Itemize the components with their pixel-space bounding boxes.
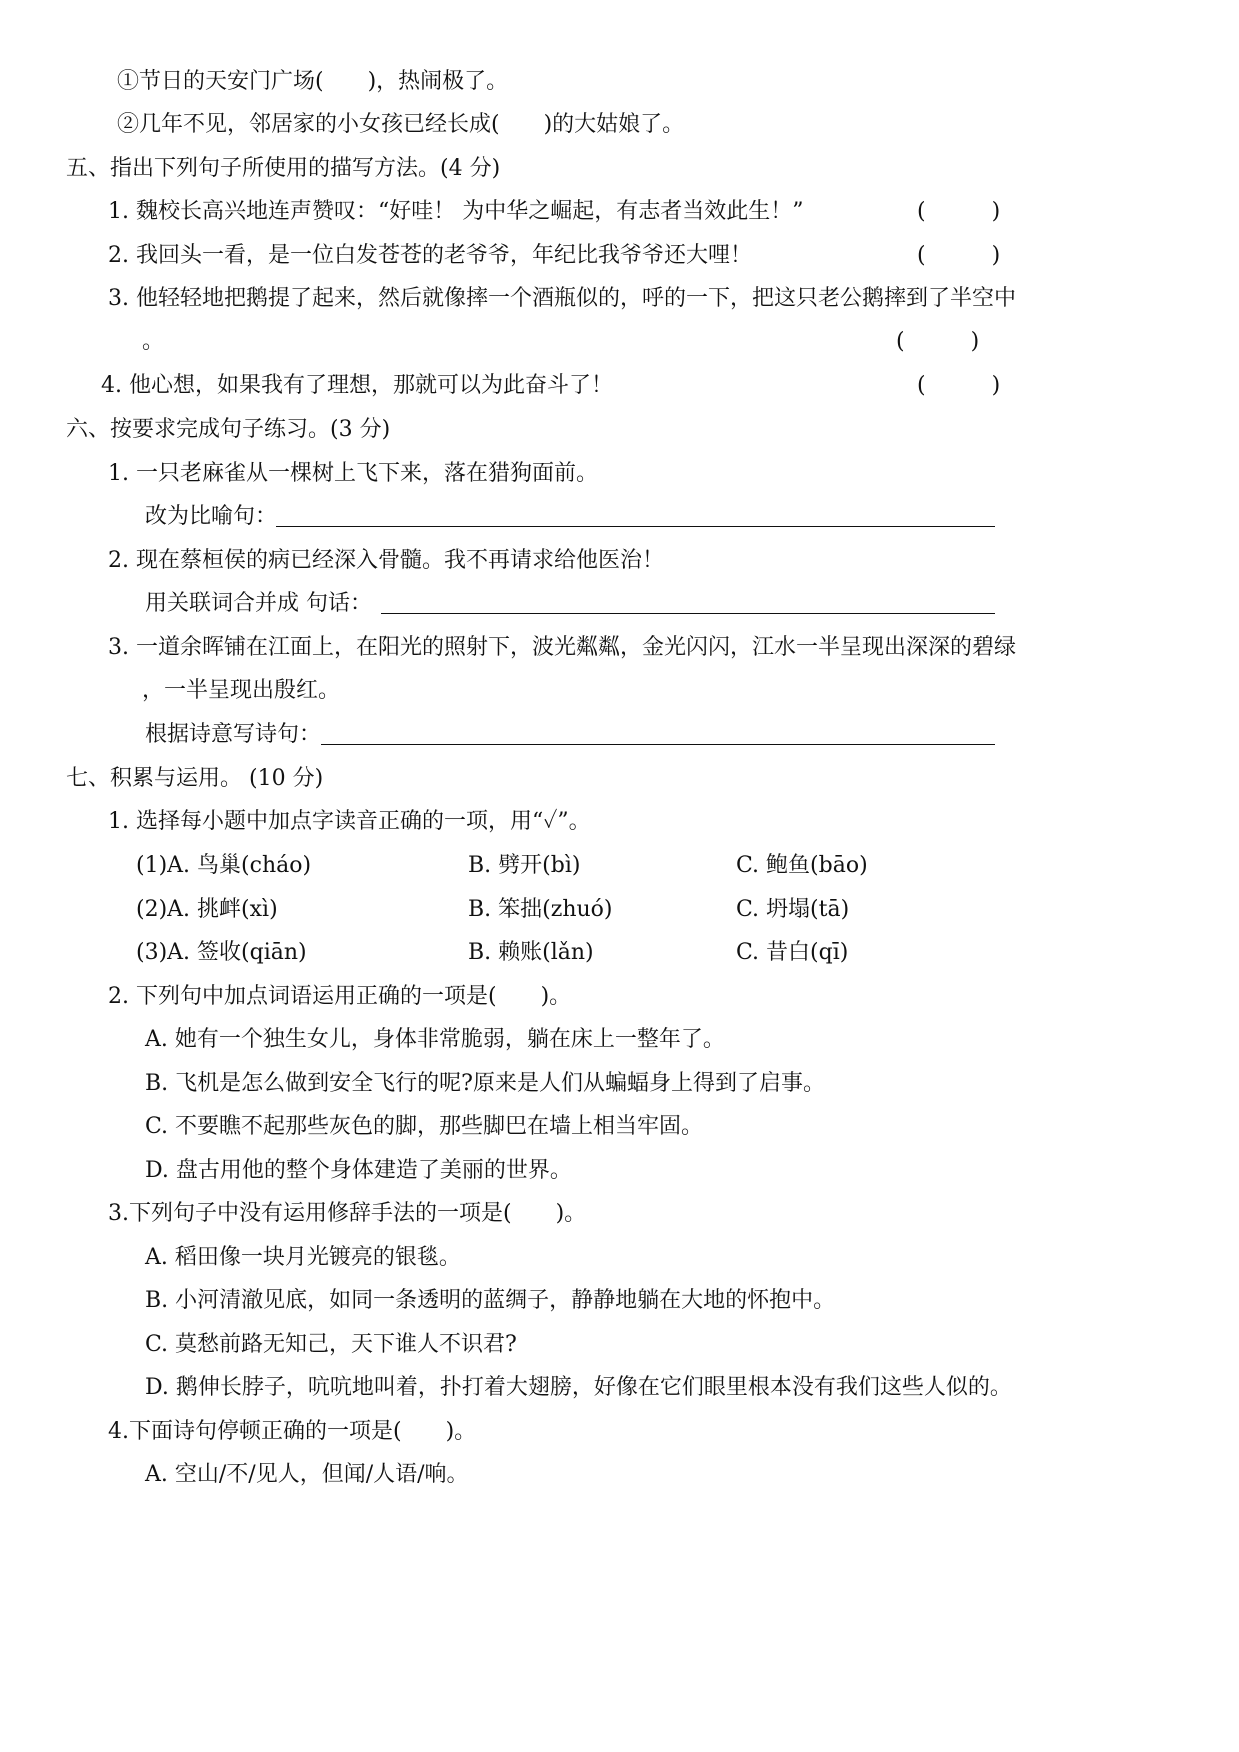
s7-q3-option-d[interactable]: D. 鹅伸长脖子，吭吭地叫着，扑打着大翅膀，好像在它们眼里根本没有我们这些人似的。: [145, 1375, 1012, 1400]
s7-q1-2-option-b[interactable]: B. 笨拙(zhuó): [468, 897, 613, 922]
s7-q1-1-option-b[interactable]: B. 劈开(bì): [468, 853, 581, 878]
s7-q2-option-d[interactable]: D. 盘古用他的整个身体建造了美丽的世界。: [145, 1158, 572, 1183]
s6-q3-answer-line[interactable]: [321, 744, 995, 745]
s6-q2-answer-line[interactable]: [381, 613, 995, 614]
s6-q3-cont: ，一半呈现出殷红。: [142, 678, 341, 703]
s6-q3: 3. 一道余晖铺在江面上，在阳光的照射下，波光粼粼，金光闪闪，江水一半呈现出深深的碧绿: [108, 635, 1016, 660]
s7-q1-2-option-a[interactable]: (2)A. 挑衅(xì): [136, 897, 278, 922]
s7-q1-1-option-c[interactable]: C. 鲍鱼(bāo): [736, 853, 868, 878]
s6-q1-answer-line[interactable]: [276, 526, 995, 527]
s6-q2: 2. 现在蔡桓侯的病已经深入骨髓。我不再请求给他医治！: [108, 548, 664, 573]
s7-q1-3-option-c[interactable]: C. 昔白(qī): [736, 940, 849, 965]
s7-q2-option-b[interactable]: B. 飞机是怎么做到安全飞行的呢?原来是人们从蝙蝠身上得到了启事。: [145, 1071, 825, 1096]
s7-q1-2-option-c[interactable]: C. 坍塌(tā): [736, 897, 850, 922]
section7-heading: 七、积累与运用。 (10 分): [66, 766, 324, 791]
s7-q2: 2. 下列句中加点词语运用正确的一项是( )。: [108, 984, 572, 1009]
s7-q3-option-a[interactable]: A. 稻田像一块月光镀亮的银毯。: [145, 1245, 461, 1270]
s7-q1-3-option-b[interactable]: B. 赖账(lǎn): [468, 940, 594, 965]
s6-q2-prompt: 用关联词合并成 句话：: [145, 591, 372, 616]
q4-item-1: ①节日的天安门广场( )，热闹极了。: [117, 69, 509, 94]
q4-item-2: ②几年不见，邻居家的小女孩已经长成( )的大姑娘了。: [117, 112, 685, 137]
s5-answer-paren-2[interactable]: ( ): [917, 243, 1001, 268]
s7-q1: 1. 选择每小题中加点字读音正确的一项，用“✓”。: [108, 809, 591, 834]
s7-q4-option-a[interactable]: A. 空山/不/见人，但闻/人语/响。: [145, 1462, 469, 1487]
s5-answer-paren-1[interactable]: ( ): [917, 199, 1001, 224]
s5-item-1: 1. 魏校长高兴地连声赞叹：“好哇！ 为中华之崛起，有志者当效此生！”: [108, 199, 804, 224]
s5-answer-paren-4[interactable]: ( ): [917, 373, 1001, 398]
s7-q2-option-c[interactable]: C. 不要瞧不起那些灰色的脚，那些脚巴在墙上相当牢固。: [145, 1114, 704, 1139]
section5-heading: 五、指出下列句子所使用的描写方法。(4 分): [66, 156, 501, 181]
s5-item-3: 3. 他轻轻地把鹅提了起来，然后就像摔一个酒瓶似的，呼的一下，把这只老公鹅摔到了半空中: [108, 286, 1016, 311]
s7-q3: 3.下列句子中没有运用修辞手法的一项是( )。: [108, 1201, 587, 1226]
s5-item-4: 4. 他心想，如果我有了理想，那就可以为此奋斗了！: [101, 373, 613, 398]
s7-q3-option-b[interactable]: B. 小河清澈见底，如同一条透明的蓝绸子，静静地躺在大地的怀抱中。: [145, 1288, 836, 1313]
s7-q1-1-option-a[interactable]: (1)A. 鸟巢(cháo): [136, 853, 312, 878]
s5-answer-paren-3[interactable]: ( ): [896, 329, 980, 354]
s7-q1-3-option-a[interactable]: (3)A. 签收(qiān): [136, 940, 307, 965]
s6-q1: 1. 一只老麻雀从一棵树上飞下来，落在猎狗面前。: [108, 461, 598, 486]
s6-q1-prompt: 改为比喻句：: [145, 504, 278, 529]
s7-q4: 4.下面诗句停顿正确的一项是( )。: [108, 1419, 477, 1444]
section6-heading: 六、按要求完成句子练习。(3 分): [66, 417, 391, 442]
s7-q2-option-a[interactable]: A. 她有一个独生女儿，身体非常脆弱，躺在床上一整年了。: [145, 1027, 725, 1052]
s5-item-3-cont: 。: [142, 329, 165, 354]
s6-q3-prompt: 根据诗意写诗句：: [145, 722, 322, 747]
s7-q3-option-c[interactable]: C. 莫愁前路无知己，天下谁人不识君?: [145, 1332, 517, 1357]
s5-item-2: 2. 我回头一看，是一位白发苍苍的老爷爷，年纪比我爷爷还大哩！: [108, 243, 752, 268]
